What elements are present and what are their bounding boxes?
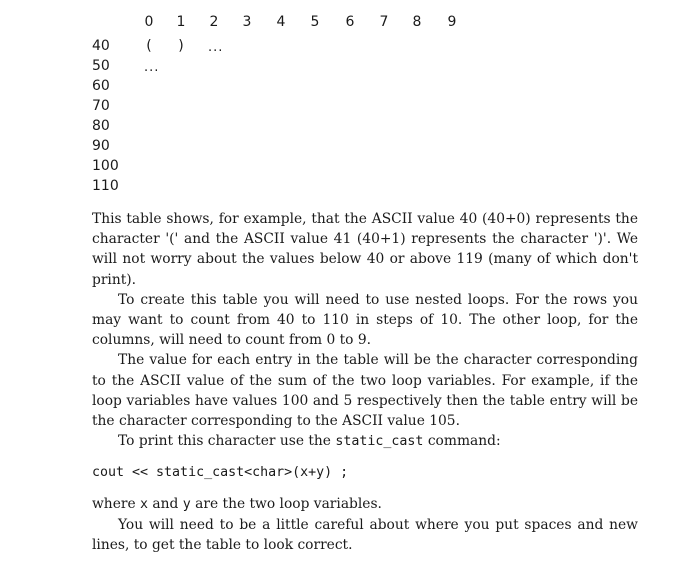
paragraph-print-instruction	[92, 431, 638, 452]
column-header: 2	[209, 14, 219, 30]
column-header: 4	[276, 14, 286, 30]
column-header: 8	[412, 14, 422, 30]
loop-variables-suffix: are the two loop variables.	[190, 495, 382, 512]
loop-variables-prefix: where	[92, 495, 141, 512]
row-label: 60	[92, 78, 110, 94]
row-label: 100	[92, 158, 119, 174]
column-header: 6	[345, 14, 355, 30]
row-label: 70	[92, 98, 110, 114]
inline-code-static-cast: static_cast	[335, 434, 424, 450]
row40-ellipsis: ...	[208, 40, 224, 55]
column-header: 1	[176, 14, 186, 30]
row-label: 40	[92, 38, 110, 54]
ascii-table	[0, 0, 700, 200]
column-header: 3	[242, 14, 252, 30]
inline-code-y: y	[182, 496, 191, 512]
paragraph-table-explanation: This table shows, for example, that the ASCII value 40 (40+0) represents the character '(' and the ASCII value 41 (40+1) represents the character ')'. We will not worry about the values below 40 or above 119 (many of which don't print).	[92, 211, 638, 288]
paragraph-spacing-advice: You will need to be a little careful about where you put spaces and new lines, to get the table to look correct.	[92, 516, 638, 554]
paragraph-loop-variables	[92, 494, 638, 515]
row-label: 80	[92, 118, 110, 134]
column-header: 5	[310, 14, 320, 30]
loop-variables-mid: and	[148, 495, 183, 512]
code-snippet: cout << static_cast<char>(x+y) ;	[92, 465, 349, 481]
table-cell: )	[178, 38, 184, 54]
inline-code-x: x	[140, 496, 149, 512]
row-label: 50	[92, 58, 110, 74]
paragraph-entry-value: The value for each entry in the table will be the character corresponding to the ASCII value of the sum of the two loop variables. For example, if the loop variables have values 100 and 5 respectively then the table entry will be the character corresponding to the ASCII value 105.	[92, 352, 638, 430]
row-label: 110	[92, 178, 119, 194]
column-header: 7	[379, 14, 389, 30]
print-instruction-suffix: command:	[423, 433, 501, 450]
column-header: 9	[447, 14, 457, 30]
column-header: 0	[144, 14, 154, 30]
body-text	[92, 209, 638, 555]
row50-ellipsis: ...	[144, 60, 160, 75]
row-label: 90	[92, 138, 110, 154]
table-cell: (	[146, 38, 152, 54]
paragraph-nested-loops: To create this table you will need to use nested loops. For the rows you may want to count from 40 to 110 in steps of 10. The other loop, for the columns, will need to count from 0 to 9.	[92, 291, 638, 349]
print-instruction-prefix: To print this character use the	[118, 433, 336, 450]
